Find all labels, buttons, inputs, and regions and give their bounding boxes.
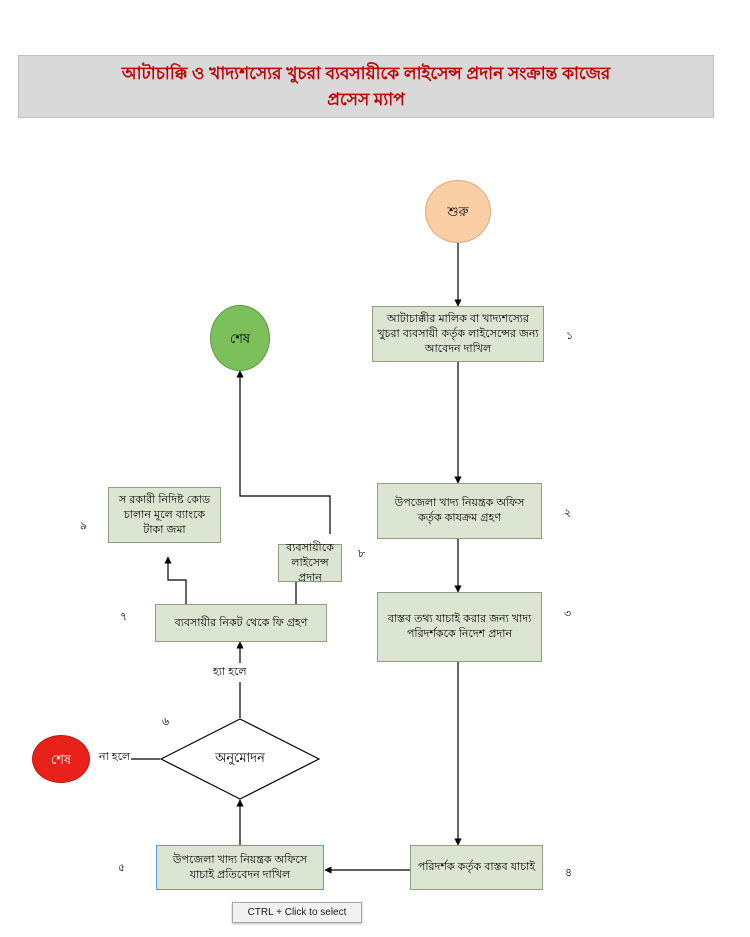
node-step-7-label: ব্যবসায়ীর নিকট থেকে ফি গ্রহণ xyxy=(174,616,308,629)
node-step-1-number: ১ xyxy=(566,330,574,342)
node-end-green[interactable] xyxy=(210,305,270,371)
node-step-8-label: ব্যবসায়ীকে লাইসেন্স প্রদান xyxy=(286,541,334,584)
node-step-8[interactable] xyxy=(278,541,342,584)
node-step-9-number: ৯ xyxy=(80,520,88,532)
node-step-8-number: ৮ xyxy=(358,548,366,560)
node-step-5-selection xyxy=(156,845,324,890)
node-decision-label: অনুমোদন xyxy=(215,749,265,765)
node-decision[interactable] xyxy=(160,718,320,800)
page-title-line-1: আটাচাক্কি ও খাদ্যশস্যের খুচরা ব্যবসায়ীকে লাইসেন্স প্রদান সংক্রান্ত কাজের xyxy=(121,63,611,83)
page-title-line-2: প্রসেস ম্যাপ xyxy=(327,89,405,109)
page-title xyxy=(18,55,714,118)
node-step-3-number: ৩ xyxy=(564,608,572,620)
node-step-5-number: ৫ xyxy=(118,862,126,874)
node-step-5-label: উপজেলা খাদ্য নিয়ন্ত্রক অফিসে যাচাই প্রতিবেদন দাখিল xyxy=(172,853,308,881)
node-end-red-label: শেষ xyxy=(50,751,72,767)
ctrl-click-tooltip xyxy=(232,902,362,923)
ctrl-click-tooltip-text: CTRL + Click to select xyxy=(247,907,347,918)
node-step-2[interactable] xyxy=(377,483,542,539)
node-end-red[interactable] xyxy=(32,735,90,783)
node-decision-number: ৬ xyxy=(162,716,170,728)
node-step-2-label: উপজেলা খাদ্য নিয়ন্ত্রক অফিস কর্তৃক কাযক্রম গ্রহণ xyxy=(394,497,525,524)
node-start[interactable] xyxy=(425,180,491,243)
node-step-3-label: বাস্তব তথ্য যাচাই করার জন্য খাদ্য পরিদর্শককে নিদেশ প্রদান xyxy=(387,613,532,640)
node-step-9[interactable] xyxy=(108,487,221,543)
edge-label-no: না হলে xyxy=(98,748,131,767)
node-step-4-number: ৪ xyxy=(565,867,573,879)
node-step-2-number: ২ xyxy=(564,507,572,519)
node-step-9-label: স রকারী নিদিষ্ট কোড চালান মূলে ব্যাংকে টাকা জমা xyxy=(118,493,211,536)
node-step-3[interactable] xyxy=(377,592,542,662)
node-step-4-label: পরিদর্শক কর্তৃক বাস্তব যাচাই xyxy=(417,861,536,873)
edge-label-yes: হ্যা হলে xyxy=(212,663,248,682)
node-step-7[interactable] xyxy=(155,604,327,642)
node-end-green-label: শেষ xyxy=(229,330,251,346)
node-step-1-label: আটাচাক্কীর মালিক বা খাদ্যশস্যের খুচরা ব্যবসায়ী কর্তৃক লাইসেন্সের জন্য আবেদন দাখিল xyxy=(377,312,539,355)
node-step-4[interactable] xyxy=(410,845,543,890)
node-step-7-number: ৭ xyxy=(120,611,128,623)
node-step-1[interactable] xyxy=(372,306,544,362)
node-start-label: শুরু xyxy=(447,204,469,219)
